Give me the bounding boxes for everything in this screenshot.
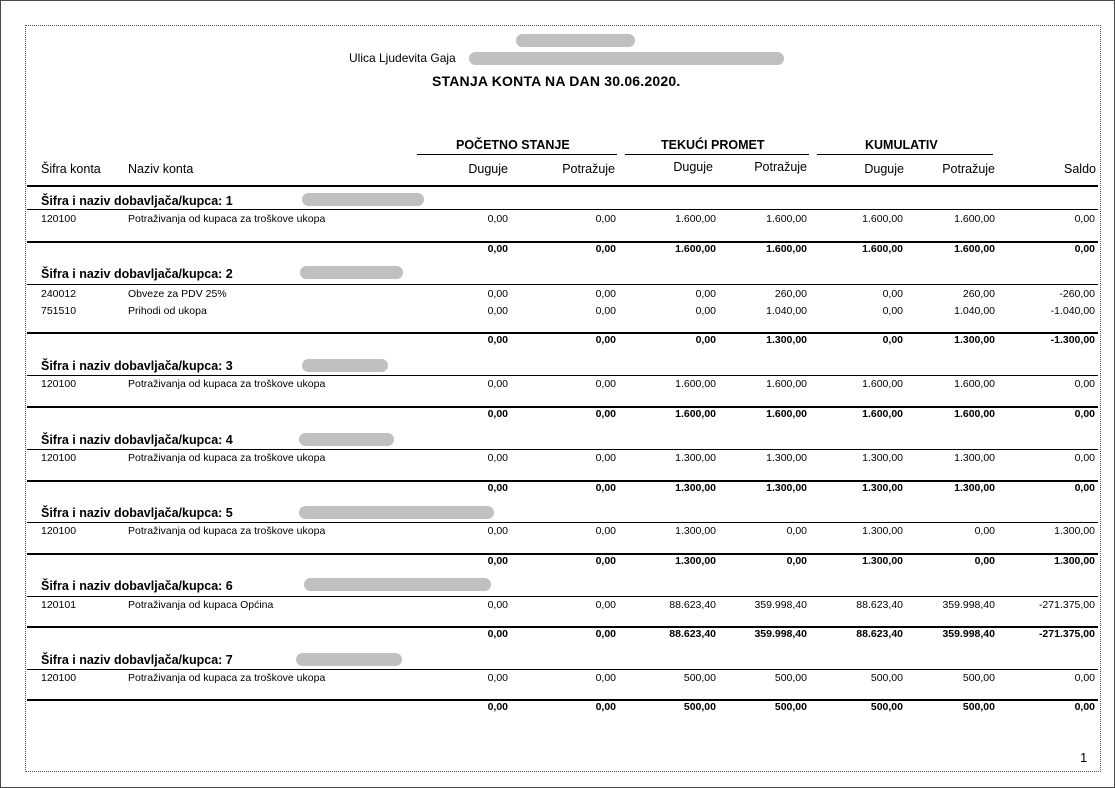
report-title: STANJA KONTA NA DAN 30.06.2020.	[432, 73, 681, 89]
row-value: 1.300,00	[862, 452, 903, 464]
row-value: 500,00	[774, 672, 807, 684]
column-header-potrazuje: Potražuje	[754, 160, 807, 174]
group-rule	[27, 449, 1098, 450]
total-value: 1.300,00	[766, 482, 807, 494]
group-label: Šifra i naziv dobavljača/kupca: 2	[41, 267, 233, 281]
row-value: 500,00	[962, 672, 995, 684]
row-value: 0,00	[1074, 452, 1095, 464]
row-naziv: Prihodi od ukopa	[128, 305, 207, 317]
row-value: 1.300,00	[675, 525, 716, 537]
total-value: 0,00	[487, 628, 508, 640]
row-value: 260,00	[774, 288, 807, 300]
total-value: 0,00	[1074, 701, 1095, 713]
total-value: -1.300,00	[1050, 334, 1095, 346]
total-value: 0,00	[695, 334, 716, 346]
total-value: 1.300,00	[954, 482, 995, 494]
row-value: -260,00	[1059, 288, 1095, 300]
row-value: 0,00	[695, 288, 716, 300]
row-value: 0,00	[595, 305, 616, 317]
group-label: Šifra i naziv dobavljača/kupca: 5	[41, 506, 233, 520]
total-value: 1.300,00	[862, 555, 903, 567]
row-value: 0,00	[595, 288, 616, 300]
total-value: 1.300,00	[766, 334, 807, 346]
total-value: 500,00	[870, 701, 903, 713]
row-value: 0,00	[1074, 378, 1095, 390]
total-value: 0,00	[1074, 482, 1095, 494]
row-value: 0,00	[882, 305, 903, 317]
row-value: 359.998,40	[754, 599, 807, 611]
column-header-potrazuje: Potražuje	[942, 162, 995, 176]
column-header-potrazuje: Potražuje	[562, 162, 615, 176]
total-value: 500,00	[774, 701, 807, 713]
address-line: Ulica Ljudevita Gaja	[349, 51, 456, 65]
total-value: 1.600,00	[954, 408, 995, 420]
row-value: 0,00	[595, 378, 616, 390]
column-header-sifra: Šifra konta	[41, 162, 101, 176]
column-header-duguje: Duguje	[864, 162, 904, 176]
row-value: 88.623,40	[669, 599, 716, 611]
row-value: 0,00	[487, 525, 508, 537]
total-value: 1.300,00	[954, 334, 995, 346]
row-value: 1.600,00	[766, 213, 807, 225]
total-value: 0,00	[595, 243, 616, 255]
group-label: Šifra i naziv dobavljača/kupca: 6	[41, 579, 233, 593]
row-sifra: 751510	[41, 305, 77, 317]
row-value: -1.040,00	[1050, 305, 1095, 317]
column-group-tekuci: TEKUĆI PROMET	[661, 138, 765, 152]
total-value: 359.998,40	[754, 628, 807, 640]
row-value: 1.600,00	[766, 378, 807, 390]
row-value: 1.600,00	[954, 378, 995, 390]
total-value: 0,00	[595, 628, 616, 640]
row-value: 500,00	[683, 672, 716, 684]
row-value: 1.300,00	[862, 525, 903, 537]
total-value: 0,00	[595, 408, 616, 420]
total-value: 0,00	[882, 334, 903, 346]
row-naziv: Potraživanja od kupaca za troškove ukopa	[128, 213, 326, 225]
total-value: 1.600,00	[766, 243, 807, 255]
row-value: 0,00	[487, 378, 508, 390]
total-value: 1.300,00	[675, 555, 716, 567]
row-value: 1.600,00	[675, 378, 716, 390]
redacted-partner-name	[299, 433, 394, 446]
total-value: 88.623,40	[856, 628, 903, 640]
row-sifra: 120100	[41, 378, 77, 390]
row-value: 88.623,40	[856, 599, 903, 611]
row-value: 0,00	[882, 288, 903, 300]
group-label: Šifra i naziv dobavljača/kupca: 4	[41, 433, 233, 447]
row-naziv: Potraživanja od kupaca za troškove ukopa	[128, 525, 326, 537]
page-number: 1	[1080, 750, 1088, 765]
row-sifra: 120101	[41, 599, 77, 611]
row-value: 1.300,00	[1054, 525, 1095, 537]
total-value: 1.600,00	[766, 408, 807, 420]
column-header-duguje: Duguje	[468, 162, 508, 176]
group-label: Šifra i naziv dobavljača/kupca: 1	[41, 194, 233, 208]
redacted-partner-name	[299, 506, 494, 519]
total-value: 0,00	[487, 334, 508, 346]
row-value: 0,00	[487, 288, 508, 300]
row-naziv: Obveze za PDV 25%	[128, 288, 227, 300]
row-value: 0,00	[786, 525, 807, 537]
group-rule	[27, 284, 1098, 285]
row-value: 0,00	[487, 213, 508, 225]
row-value: 0,00	[1074, 213, 1095, 225]
total-value: 1.300,00	[1054, 555, 1095, 567]
row-value: 0,00	[974, 525, 995, 537]
row-value: 1.300,00	[675, 452, 716, 464]
total-value: 88.623,40	[669, 628, 716, 640]
total-value: 0,00	[487, 408, 508, 420]
row-value: 1.600,00	[862, 378, 903, 390]
row-value: 0,00	[595, 213, 616, 225]
row-value: 0,00	[595, 599, 616, 611]
row-value: 1.600,00	[862, 213, 903, 225]
row-value: 1.300,00	[766, 452, 807, 464]
total-value: 500,00	[683, 701, 716, 713]
row-value: 0,00	[595, 452, 616, 464]
total-value: 0,00	[487, 555, 508, 567]
row-value: 1.300,00	[954, 452, 995, 464]
total-value: 0,00	[595, 555, 616, 567]
row-value: 0,00	[595, 672, 616, 684]
group-label: Šifra i naziv dobavljača/kupca: 3	[41, 359, 233, 373]
column-group-underline	[625, 154, 809, 155]
total-value: 0,00	[487, 482, 508, 494]
total-value: 0,00	[595, 701, 616, 713]
total-value: 1.300,00	[862, 482, 903, 494]
row-value: 1.040,00	[766, 305, 807, 317]
total-value: 1.600,00	[675, 408, 716, 420]
total-value: 0,00	[1074, 408, 1095, 420]
column-group-underline	[817, 154, 993, 155]
row-value: 260,00	[962, 288, 995, 300]
row-sifra: 120100	[41, 672, 77, 684]
total-value: 0,00	[487, 701, 508, 713]
total-value: 1.600,00	[862, 243, 903, 255]
redacted-partner-name	[296, 653, 402, 666]
column-header-saldo: Saldo	[1064, 162, 1096, 176]
group-rule	[27, 522, 1098, 523]
group-rule	[27, 375, 1098, 376]
row-value: -271.375,00	[1038, 599, 1095, 611]
row-value: 0,00	[1074, 672, 1095, 684]
total-value: 500,00	[962, 701, 995, 713]
row-sifra: 240012	[41, 288, 77, 300]
redacted-partner-name	[302, 193, 424, 206]
row-value: 0,00	[487, 672, 508, 684]
redacted-partner-name	[300, 266, 403, 279]
redacted-address	[469, 52, 784, 65]
column-group-pocetno: POČETNO STANJE	[456, 138, 570, 152]
row-sifra: 120100	[41, 452, 77, 464]
column-header-naziv: Naziv konta	[128, 162, 194, 176]
row-value: 0,00	[487, 599, 508, 611]
redacted-partner-name	[302, 359, 388, 372]
group-label: Šifra i naziv dobavljača/kupca: 7	[41, 653, 233, 667]
row-value: 0,00	[595, 525, 616, 537]
row-value: 1.040,00	[954, 305, 995, 317]
total-value: 0,00	[595, 482, 616, 494]
column-group-underline	[417, 154, 617, 155]
total-value: 0,00	[786, 555, 807, 567]
group-rule	[27, 209, 1098, 210]
total-value: 0,00	[1074, 243, 1095, 255]
row-sifra: 120100	[41, 525, 77, 537]
row-sifra: 120100	[41, 213, 77, 225]
total-value: 1.600,00	[954, 243, 995, 255]
total-value: 1.300,00	[675, 482, 716, 494]
header-rule	[27, 185, 1098, 187]
row-value: 500,00	[870, 672, 903, 684]
row-value: 359.998,40	[942, 599, 995, 611]
total-value: 1.600,00	[675, 243, 716, 255]
group-rule	[27, 596, 1098, 597]
row-value: 0,00	[487, 305, 508, 317]
total-value: 359.998,40	[942, 628, 995, 640]
redacted-company-name	[516, 34, 635, 47]
group-rule	[27, 669, 1098, 670]
total-value: 0,00	[595, 334, 616, 346]
row-value: 1.600,00	[675, 213, 716, 225]
column-group-kumulativ: KUMULATIV	[865, 138, 938, 152]
total-value: -271.375,00	[1038, 628, 1095, 640]
row-value: 1.600,00	[954, 213, 995, 225]
row-value: 0,00	[695, 305, 716, 317]
row-naziv: Potraživanja od kupaca Općina	[128, 599, 274, 611]
row-value: 0,00	[487, 452, 508, 464]
column-header-duguje: Duguje	[673, 160, 713, 174]
row-naziv: Potraživanja od kupaca za troškove ukopa	[128, 378, 326, 390]
redacted-partner-name	[304, 578, 491, 591]
total-value: 0,00	[974, 555, 995, 567]
total-value: 0,00	[487, 243, 508, 255]
total-value: 1.600,00	[862, 408, 903, 420]
row-naziv: Potraživanja od kupaca za troškove ukopa	[128, 672, 326, 684]
row-naziv: Potraživanja od kupaca za troškove ukopa	[128, 452, 326, 464]
